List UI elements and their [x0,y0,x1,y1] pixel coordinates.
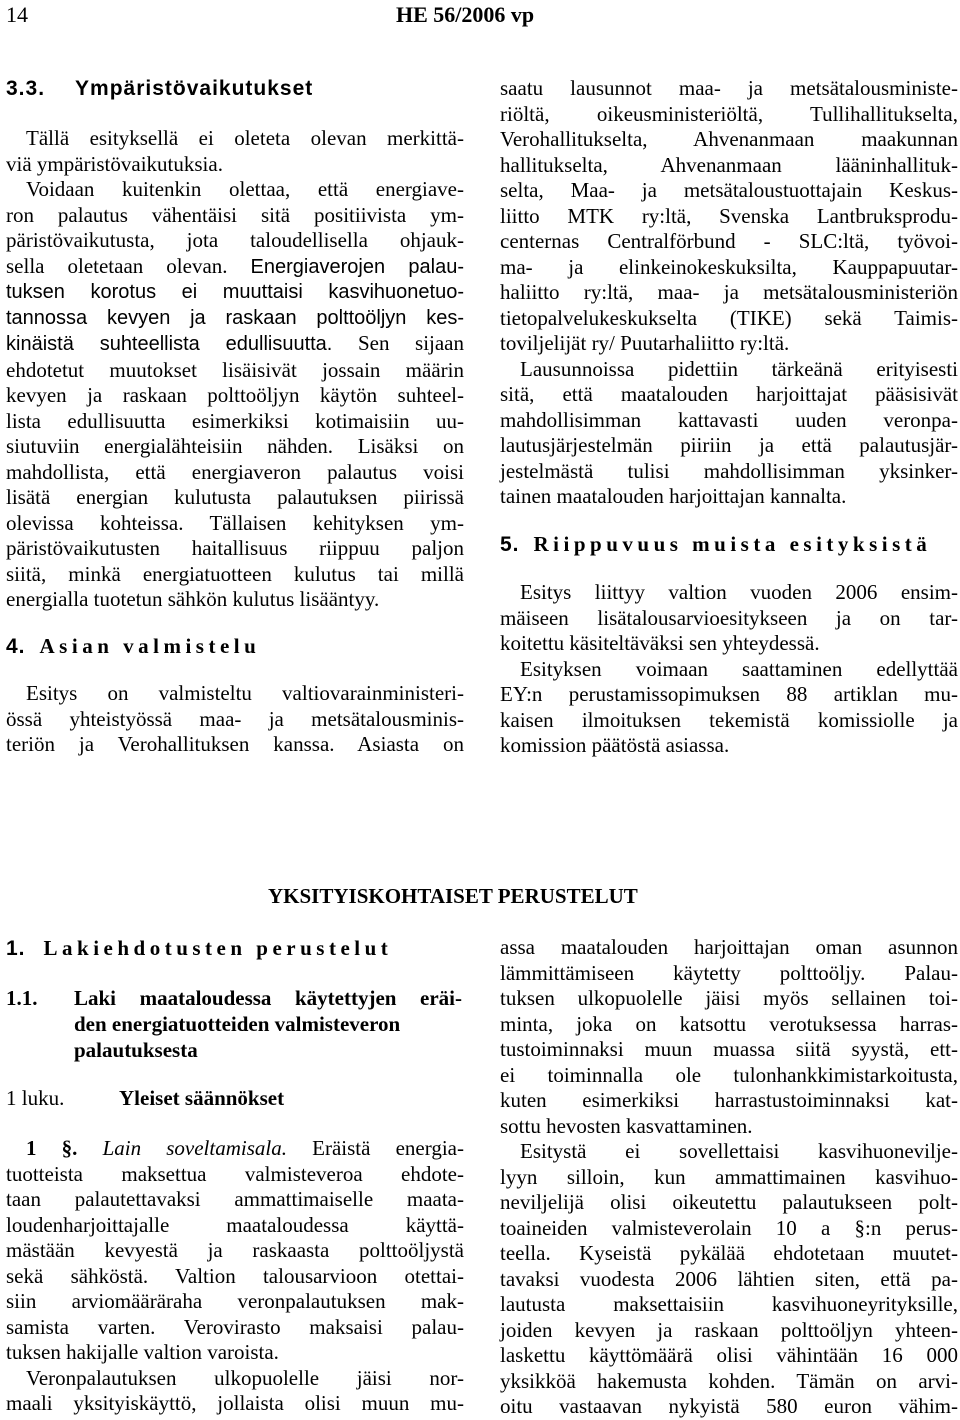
text-line: Veronpalautuksen ulkopuolelle jäisi nor- [26,1365,464,1390]
text-segment: olevissa kohteissa. [6,510,184,535]
section-4-heading [6,633,464,660]
text-line: tannossa kevyen ja raskaan polttoöljyn kes- [6,306,464,329]
text-line: viä ympäristövaikutuksia. [6,151,223,176]
paragraph-title: Lain soveltamisala. [102,1136,287,1160]
text-line: liitto MTK ry:ltä, Svenska Lantbruksprodu- [500,203,958,228]
text-line: siin arviomääräraha veronpalautuksen mak- [6,1289,464,1313]
text-line: Esitys liittyy valtion vuoden 2006 ensim- [520,580,958,604]
text-line: lyyn silloin, kun ammattimainen kasvihuo- [500,1164,958,1189]
section-title: Asian valmistelu [39,634,261,658]
text-line: Voidaan kuitenkin olettaa, että energiave- [26,177,464,201]
text-segment: Lisäksi on [357,434,464,458]
text-line [6,254,464,281]
section-title: Lakiehdotusten perustelut [43,936,393,960]
text-line: tainen maatalouden harjoittajan kannalta. [500,484,847,508]
text-line: saatu lausunnot maa- ja metsätalousministe- [500,76,958,100]
text-line [6,331,464,358]
text-line: Tällä esityksellä ei oleteta olevan merkittä- [26,126,464,150]
text-line: sottu hevosten kasvattaminen. [500,1113,753,1138]
text-line: mästään kevyestä ja raskaasta polttoöljystä [6,1238,464,1262]
text-segment: Eräistä energia- [312,1136,465,1160]
text-line: minta, joka on katsottu verotuksessa harras- [500,1011,958,1036]
text-line: EY:n perustamissopimuksen 88 artiklan mu- [500,682,958,706]
text-line: assa maatalouden harjoittajan oman asunnon [500,935,958,959]
text-line: joiden kevyen ja raskaan polttoöljyn yhteen- [500,1317,958,1342]
text-line: haliitto ry:ltä, maa- ja metsätalousministeriön [500,280,958,304]
text-segment: kinäistä suhteellista edullisuutta. [6,333,333,355]
text-line [6,511,464,537]
text-line: Esityksen voimaan saattaminen edellyttää [520,656,958,681]
paragraph-1-continuation [500,935,958,1420]
text-line: loudenharjoittajalle maataloudessa käyttä- [6,1212,464,1237]
section-sign: §. [61,1136,78,1160]
text-segment: sella oletetaan olevan. [6,253,228,278]
text-line: Verohallitukselta, Ahvenanmaan maakunnan [500,127,958,151]
text-line: tavaksi vuodesta 2006 lähtien siten, että pa- [500,1266,958,1291]
text-line: päristövaikutusta, jota taloudellisella ohjauk- [6,228,464,252]
section-1-heading [6,935,464,962]
text-line: komission päätöstä asiassa. [500,733,730,757]
subsection-number: 1.1. [6,986,38,1010]
section-number: 5. [500,533,520,556]
text-line: Esitys on valmisteltu valtiovarainministeri- [26,681,464,705]
text-line: sekä sähköstä. Valtion talousarvioon otettai- [6,1263,464,1288]
text-line [6,434,464,460]
text-line: kuten esimerkiksi harrastustoiminnaksi kat- [500,1088,958,1112]
section-3-3-heading [6,76,464,102]
text-line: centernas Centralförbund - SLC:ltä, työvoi- [500,229,958,253]
text-line: sitä, että maatalouden harjoittajat pääsisivät [500,382,958,406]
text-line: den energiatuotteiden valmisteveron [74,1012,401,1036]
text-segment: siutuviin energialähteisiin nähden. [6,434,334,458]
main-section-title: YKSITYISKOHTAISET PERUSTELUT [268,884,638,908]
text-line: selta, Maa- ja metsätaloustuottajain Keskus- [500,178,958,202]
chapter-title: Yleiset säännökset [119,1086,285,1110]
section-number: 1. [6,937,26,960]
paragraph-1-body [6,1136,464,1417]
text-segment: Energiaverojen palau- [250,255,464,278]
text-line: lista edullisuutta esimerkiksi kotimaisiin uu- [6,408,464,433]
text-line: koitettu käsiteltäväksi sen yhteydessä. [500,631,820,655]
text-line: samista varten. Verovirasto maksaisi palau- [6,1314,464,1339]
chapter-heading [6,1085,464,1111]
text-line: hallitukselta, Ahvenanmaan lääninhallituk- [500,152,958,177]
text-line: energialla tuotetun sähkön kulutus lisääntyy. [6,587,380,611]
text-line: päristövaikutusten haitallisuus riippuu paljon [6,536,464,560]
section-5-heading [500,531,958,558]
paragraph-number: 1 [26,1136,37,1160]
text-line: ron palautus vähentäisi sitä positiivista ym- [6,202,464,227]
text-line: toaineiden valmisteverolain 10 a §:n perus- [500,1215,958,1240]
text-line: yksikköä hakemusta kohden. Tämän on arvi- [500,1368,958,1393]
text-line: lämmittämiseen käytetty polttoöljy. Palau- [500,960,958,985]
text-line: palautuksesta [74,1038,198,1062]
text-line: Esitystä ei sovellettaisi kasvihuoneviljе- [520,1139,958,1163]
text-line: tuksen hakijalle valtion varoista. [6,1340,279,1364]
text-line: tuksen ulkopuolelle jäisi myös sellainen toi- [500,986,958,1010]
section-4-body [6,681,464,758]
text-line: kevyen ja raskaan polttoöljyn käytön suhteel- [6,383,464,407]
text-line: mäiseen lisätalousarvioesitykseen ja on tar- [500,605,958,630]
document-id: HE 56/2006 vp [396,2,535,27]
text-line: maali yksityiskäyttö, jollaista olisi muun mu- [6,1391,464,1415]
text-line: mahdollisimman kattavasti uuden veronpa- [500,407,958,432]
text-line: taan palautettavaksi ammattimaiselle maata- [6,1187,464,1211]
text-line: toviljelijät ry/ Puutarhaliitto ry:ltä. [500,331,790,355]
section-5-body [500,580,958,759]
text-line: teella. Kyseistä pykälää ehdotetaan muutet- [500,1241,958,1265]
text-segment: Tällaisen kehityksen ym- [209,510,465,535]
law-title [74,985,462,1063]
text-line: ma- ja elinkeinokeskuksilta, Kauppapuutar- [500,254,958,279]
text-line: mahdollista, että energiaveron palautus voisi [6,459,464,484]
section-number: 4. [6,635,26,658]
text-line: Laki maataloudessa käytettyjen eräi- [74,986,462,1010]
text-line: tuotteista maksettua valmisteveroa ehdote- [6,1161,464,1186]
text-line: neviljelijä olisi oikeutettu palautukseen polt- [500,1190,958,1214]
text-line: oitu vastaavan nykyistä 580 euron vähim- [500,1394,958,1418]
text-line: ehdotetut muutokset lisäisivät jossain määrin [6,357,464,382]
section-number: 3.3. [6,77,46,100]
chapter-number: 1 luku. [6,1086,65,1110]
text-line: tustoiminnaksi muun muassa siitä syystä, ett- [500,1037,958,1061]
text-line: tuksen korotus ei muuttaisi kasvihuonetuo- [6,281,464,303]
text-line: ei toiminnalla ole tulonhankkimistarkoitusta, [500,1062,958,1087]
text-line: lautusjärjestelmän piiriin ja että palautusjär- [500,433,958,457]
text-line: siitä, minkä energiatuotteen kulutus tai millä [6,561,464,586]
section-4-continuation [500,76,958,510]
text-line: lisätä energian kulutusta palautuksen piirissä [6,485,464,509]
section-title: Ympäristövaikutukset [75,77,314,100]
text-line [6,1136,464,1162]
section-title: Riippuvuus muista esityksistä [533,532,932,556]
text-line: jestelmästä tulisi mahdollisimman yksinker- [500,458,958,483]
text-line: teriön ja Verohallituksen kanssa. Asiasta on [6,732,464,756]
text-line: laskettu käyttömäärä olisi vähintään 16 000 [500,1343,958,1367]
page-number: 14 [6,2,28,27]
section-3-3-body [6,126,464,613]
text-segment: Sen sijaan [357,331,465,355]
text-line: kaisen ilmoituksen tekemistä komissiolle ja [500,707,958,732]
text-line: riöltä, oikeusministeriöltä, Tullihallitukselta, [500,101,958,126]
text-line: össä yhteistyössä maa- ja metsätalousminis- [6,706,464,731]
text-line: Lausunnoissa pidettiin tärkeänä erityisesti [520,356,958,381]
text-line: lautusta maksettaisiin kasvihuoneyrityksille, [500,1292,958,1316]
text-line: tietopalvelukeskukselta (TIKE) sekä Taimis- [500,305,958,330]
